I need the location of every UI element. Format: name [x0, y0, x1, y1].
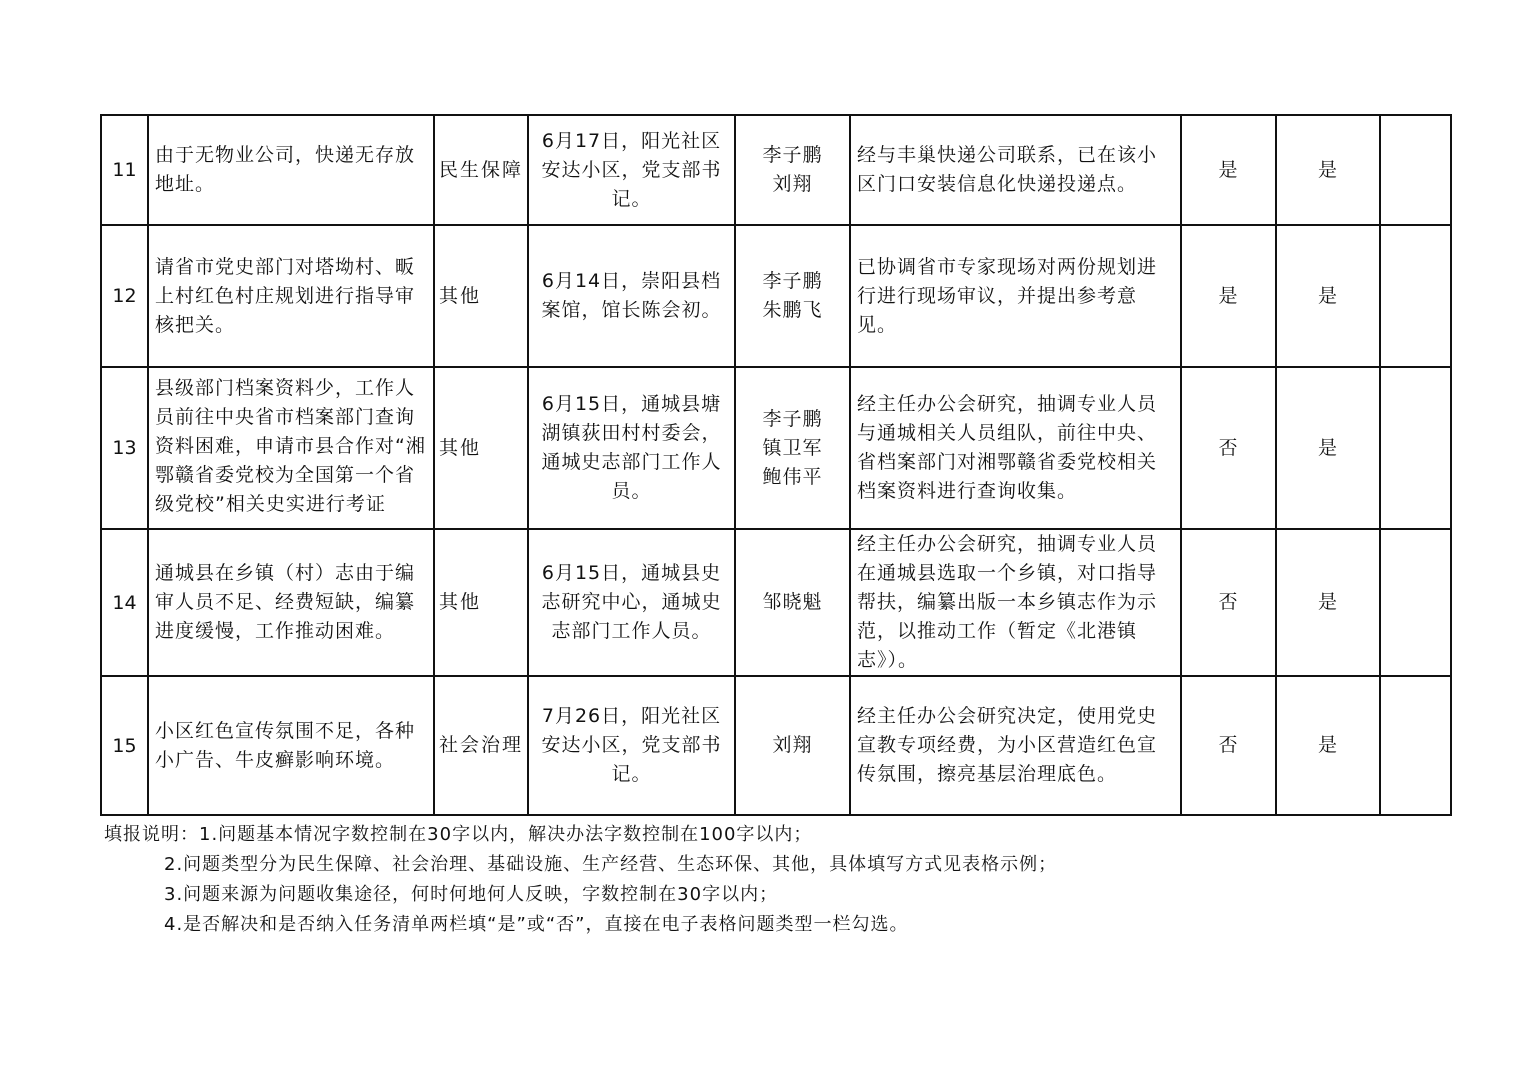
- type-cell: 民生保障: [434, 115, 528, 225]
- leader-cell: [735, 225, 850, 367]
- leader-name: 刘翔: [772, 734, 813, 756]
- resolved-cell: 否: [1181, 676, 1276, 815]
- problem-cell: 请省市党史部门对塔坳村、畈上村红色村庄规划进行指导审核把关。: [148, 225, 434, 367]
- solution-cell: 经与丰巢快递公司联系，已在该小区门口安装信息化快递投递点。: [850, 115, 1181, 225]
- leader-name: 刘翔: [772, 173, 813, 195]
- leader-name: 镇卫军: [762, 436, 823, 459]
- leader-name: 邹晓魁: [762, 591, 823, 613]
- filling-instructions: [104, 820, 1057, 940]
- problem-cell: 小区红色宣传氛围不足，各种小广告、牛皮癣影响环境。: [148, 676, 434, 815]
- row-number: 12: [101, 225, 148, 367]
- type-cell: 社会治理: [434, 676, 528, 815]
- table-row: [101, 529, 1451, 676]
- remark-cell: [1380, 529, 1451, 676]
- leader-cell: [735, 529, 850, 676]
- leader-name: 李子鹏: [762, 270, 823, 292]
- problem-cell: 由于无物业公司，快递无存放地址。: [148, 115, 434, 225]
- included-cell: 是: [1276, 367, 1380, 529]
- leader-cell: [735, 115, 850, 225]
- remark-cell: [1380, 676, 1451, 815]
- solution-cell: 已协调省市专家现场对两份规划进行进行现场审议，并提出参考意见。: [850, 225, 1181, 367]
- source-cell: 6月17日，阳光社区安达小区，党支部书记。: [528, 115, 735, 225]
- resolved-cell: 否: [1181, 529, 1276, 676]
- row-number: 13: [101, 367, 148, 529]
- solution-cell: 经主任办公会研究，抽调专业人员在通城县选取一个乡镇，对口指导帮扶，编纂出版一本乡镇志作为示范，以推动工作（暂定《北港镇志》）。: [850, 529, 1181, 676]
- instruction-line-1: 填报说明：1.问题基本情况字数控制在30字以内，解决办法字数控制在100字以内；: [104, 824, 813, 845]
- resolved-cell: 是: [1181, 115, 1276, 225]
- leader-name: 李子鹏: [762, 407, 823, 430]
- leader-name: 朱鹏飞: [762, 299, 823, 321]
- type-cell: 其他: [434, 529, 528, 676]
- source-cell: 6月15日，通城县塘湖镇荻田村村委会，通城史志部门工作人员。: [528, 367, 735, 529]
- source-cell: 7月26日，阳光社区安达小区，党支部书记。: [528, 676, 735, 815]
- instruction-line-2: 2.问题类型分为民生保障、社会治理、基础设施、生产经营、生态环保、其他，具体填写方式见表格示例；: [164, 854, 1058, 875]
- remark-cell: [1380, 367, 1451, 529]
- included-cell: 是: [1276, 115, 1380, 225]
- solution-cell: 经主任办公会研究，抽调专业人员与通城相关人员组队，前往中央、省档案部门对湘鄂赣省委党校相关档案资料进行查询收集。: [850, 367, 1181, 529]
- row-number: 14: [101, 529, 148, 676]
- type-cell: 其他: [434, 367, 528, 529]
- remark-cell: [1380, 115, 1451, 225]
- instruction-line-3: 3.问题来源为问题收集途径，何时何地何人反映，字数控制在30字以内；: [164, 884, 779, 905]
- table-row: [101, 676, 1451, 815]
- resolved-cell: 是: [1181, 225, 1276, 367]
- leader-cell: [735, 676, 850, 815]
- problem-cell: 县级部门档案资料少，工作人员前往中央省市档案部门查询资料困难，申请市县合作对“湘鄂赣省委党校为全国第一个省级党校”相关史实进行考证: [148, 367, 434, 529]
- problem-table: [100, 114, 1452, 816]
- solution-cell: 经主任办公会研究决定，使用党史宣教专项经费，为小区营造红色宣传氛围，擦亮基层治理底色。: [850, 676, 1181, 815]
- leader-cell: [735, 367, 850, 529]
- leader-name: 鲍伟平: [762, 465, 823, 488]
- source-cell: 6月14日，崇阳县档案馆，馆长陈会初。: [528, 225, 735, 367]
- included-cell: 是: [1276, 676, 1380, 815]
- leader-name: 李子鹏: [762, 144, 823, 166]
- problem-cell: 通城县在乡镇（村）志由于编审人员不足、经费短缺，编纂进度缓慢，工作推动困难。: [148, 529, 434, 676]
- instruction-line-4: 4.是否解决和是否纳入任务清单两栏填“是”或“否”，直接在电子表格问题类型一栏勾选。: [164, 914, 909, 935]
- included-cell: 是: [1276, 225, 1380, 367]
- remark-cell: [1380, 225, 1451, 367]
- row-number: 15: [101, 676, 148, 815]
- table-row: [101, 225, 1451, 367]
- row-number: 11: [101, 115, 148, 225]
- table-row: [101, 115, 1451, 225]
- type-cell: 其他: [434, 225, 528, 367]
- table-row: [101, 367, 1451, 529]
- source-cell: 6月15日，通城县史志研究中心，通城史志部门工作人员。: [528, 529, 735, 676]
- resolved-cell: 否: [1181, 367, 1276, 529]
- included-cell: 是: [1276, 529, 1380, 676]
